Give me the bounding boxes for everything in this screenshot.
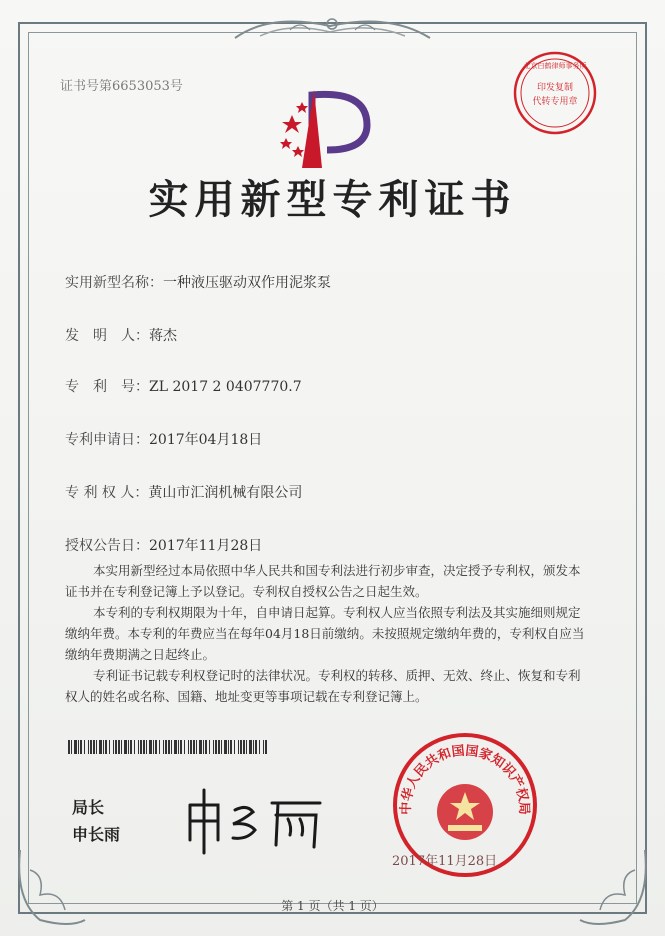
seal-date: 2017年11月28日 — [392, 854, 498, 869]
field-grant-date — [65, 535, 262, 555]
signatory-title: 局长 — [72, 798, 105, 817]
field-label: 专 利 权 人： — [65, 485, 149, 501]
field-value: 蒋杰 — [149, 328, 177, 344]
top-ornament — [230, 8, 435, 48]
field-value: 2017年04月18日 — [149, 432, 263, 448]
svg-text:代转专用章: 代转专用章 — [532, 97, 578, 107]
cnipa-logo-icon — [272, 80, 382, 170]
field-application-date — [65, 429, 262, 449]
field-patentee — [65, 482, 302, 502]
field-value: ZL 2017 2 0407770.7 — [149, 379, 302, 395]
field-label: 发 明 人： — [65, 328, 149, 344]
agency-seal-stamp — [510, 48, 600, 138]
field-value: 2017年11月28日 — [149, 538, 263, 554]
svg-text:中华人民共和国国家知识产权局: 中华人民共和国国家知识产权局 — [398, 743, 532, 815]
field-value: 黄山市汇润机械有限公司 — [148, 485, 303, 501]
body-paragraph: 本专利的专利权期限为十年，自申请日起算。专利权人应当依照专利法及其实施细则规定缴纳年费。本专利的年费应当在每年04月18日前缴纳。未按照规定缴纳年费的，专利权自应当缴纳年费期满之日起终止。 — [65, 605, 585, 662]
field-label: 授权公告日： — [65, 538, 149, 554]
svg-text:印发复制: 印发复制 — [536, 83, 574, 93]
svg-text:北京白鹤律师事务所: 北京白鹤律师事务所 — [523, 62, 587, 70]
corner-ornament-br — [575, 840, 655, 930]
body-paragraph: 专利证书记载专利权登记时的法律状况。专利权的转移、质押、无效、终止、恢复和专利权人的姓名或名称、国籍、地址变更等事项记载在专利登记簿上。 — [65, 668, 581, 704]
field-value: 一种液压驱动双作用泥浆泵 — [163, 275, 331, 291]
certificate-body — [65, 560, 585, 707]
corner-ornament-bl — [10, 840, 90, 930]
field-inventor — [65, 325, 177, 345]
field-label: 实用新型名称： — [65, 275, 163, 291]
certificate-number: 证书号第6653053号 — [60, 79, 183, 94]
signatory-name: 申长雨 — [72, 825, 121, 844]
document-title: 实用新型专利证书 — [148, 177, 517, 223]
barcode — [68, 740, 268, 754]
field-label: 专 利 号： — [65, 379, 149, 395]
field-utility-model-name — [65, 272, 331, 292]
body-paragraph: 本实用新型经过本局依照中华人民共和国专利法进行初步审查，决定授予专利权，颁发本证书并在专利登记簿上予以登记。专利权自授权公告之日起生效。 — [65, 563, 581, 599]
handwritten-signature — [180, 785, 330, 855]
field-patent-number — [65, 376, 302, 396]
page-number: 第 1 页（共 1 页） — [281, 899, 384, 913]
field-label: 专利申请日： — [65, 432, 149, 448]
